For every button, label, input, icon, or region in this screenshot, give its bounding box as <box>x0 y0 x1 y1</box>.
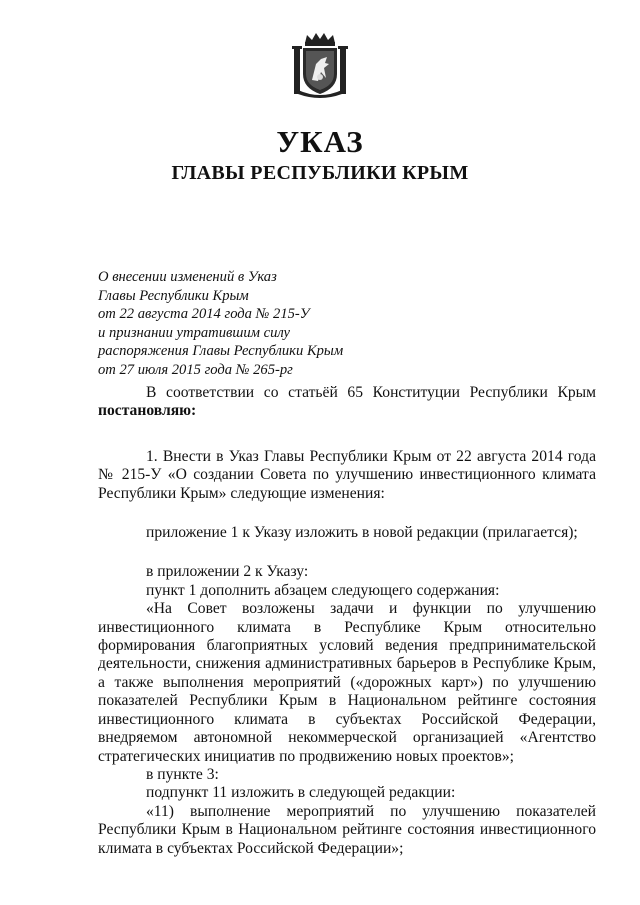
subject-line: Главы Республики Крым <box>98 287 249 304</box>
subject-line: и признании утратившим силу <box>98 324 291 341</box>
point-1-intro: пункт 1 дополнить абзацем следующего содержания: <box>146 581 500 599</box>
point-1-quote: «На Совет возложены задачи и функции по улучшению инвестиционного климата в Республике Крым относительно формирования благоприятных условий ведения предпринимательской деятельности, снижения административных барьеров в Республике Крым, а также выполнения мероприятий («дорожных карт») по улучшению показателей Республики Крым в Национальном рейтинге состояния инвестиционного климата в субъектах Российской Федерации, внедряемом автономной некоммерческой организацией «Агентство стратегических инициатив по продвижению новых проектов»; <box>98 600 596 765</box>
item-1-paragraph: 1. Внести в Указ Главы Республики Крым от 22 августа 2014 года № 215-У «О создании Совета по улучшению инвестиционного климата Республики Крым» следующие изменения: <box>98 447 596 502</box>
subpoint-11-quote: «11) выполнение мероприятий по улучшению показателей Республики Крым в Национальном рейтинге состояния инвестиционного климата в субъектах Российской Федерации»; <box>98 802 596 857</box>
appendix-2-intro: в приложении 2 к Указу: <box>146 563 309 581</box>
subject-line: распоряжения Главы Республики Крым <box>98 343 344 360</box>
decree-word: постановляю: <box>98 402 197 420</box>
subject-line: от 27 июля 2015 года № 265-рг <box>98 361 293 378</box>
coat-of-arms-emblem <box>290 30 350 98</box>
preamble-paragraph <box>98 384 596 402</box>
subject-line: от 22 августа 2014 года № 215-У <box>98 306 310 323</box>
point-3-intro: в пункте 3: <box>146 765 219 783</box>
subject-line: О внесении изменений в Указ <box>98 269 277 285</box>
preamble-text: В соответствии со статьёй 65 Конституции Республики Крым <box>146 384 596 401</box>
appendix-1-paragraph: приложение 1 к Указу изложить в новой редакции (прилагается); <box>146 524 578 542</box>
document-title: УКАЗ <box>276 124 364 159</box>
document-subtitle: ГЛАВЫ РЕСПУБЛИКИ КРЫМ <box>171 162 469 184</box>
document-body <box>98 384 596 858</box>
subpoint-11-intro: подпункт 11 изложить в следующей редакции: <box>146 784 456 802</box>
subject-block <box>98 268 428 380</box>
